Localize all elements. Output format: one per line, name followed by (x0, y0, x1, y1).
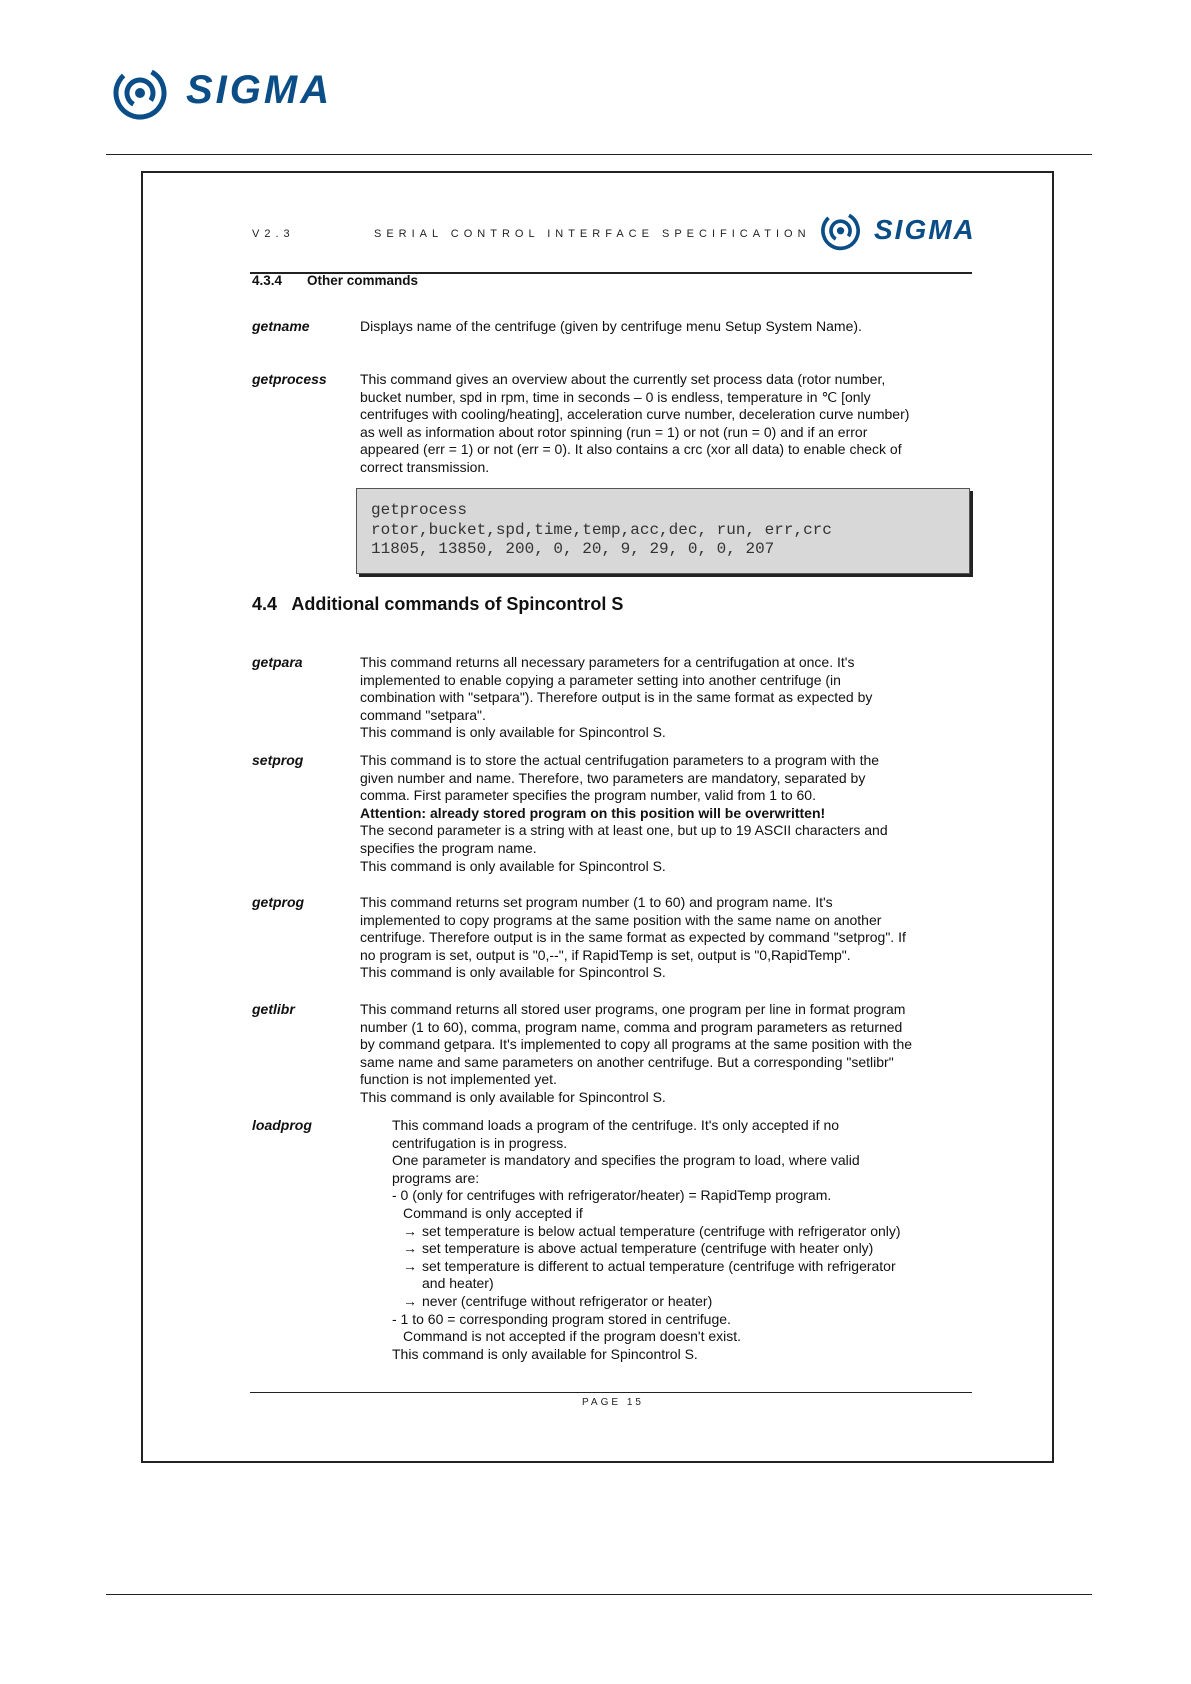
desc-line: bucket number, spd in rpm, time in seconds – 0 is endless, temperature in ℃ [only (360, 388, 871, 405)
getprocess-code-block (356, 488, 970, 574)
doc-header-logo (820, 208, 1020, 254)
arrow-item-continued: and heater) (422, 1275, 494, 1292)
cmd-getprog: getprog (252, 894, 305, 910)
desc-line: This command loads a program of the centrifuge. It's only accepted if no (392, 1117, 840, 1133)
desc-line: implemented to enable copying a parameter setting into another centrifuge (in (360, 671, 841, 688)
desc-line: function is not implemented yet. (360, 1071, 557, 1088)
arrow-icon: → (403, 1257, 417, 1274)
desc-line: This command is only available for Spincontrol S. (360, 964, 666, 981)
arrow-item-text: set temperature is different to actual temperature (centrifuge with refrigerator (422, 1257, 896, 1274)
desc-line: as well as information about rotor spinning (run = 1) or not (run = 0) and if an error (360, 423, 868, 440)
cmd-getlibr: getlibr (252, 1001, 295, 1017)
desc-line: given number and name. Therefore, two parameters are mandatory, separated by (360, 769, 866, 786)
desc-line: Command is only accepted if (403, 1204, 583, 1221)
sigma-emblem-icon (112, 62, 172, 122)
desc-line: by command getpara. It's implemented to copy all programs at the same position with the (360, 1036, 913, 1053)
attention-note: Attention: already stored program on this position will be overwritten! (360, 804, 826, 821)
desc-line: One parameter is mandatory and specifies the program to load, where valid (392, 1152, 860, 1169)
desc-line: correct transmission. (360, 458, 490, 475)
top-divider (106, 154, 1092, 155)
arrow-item (392, 1240, 982, 1258)
desc-setprog (360, 752, 970, 875)
desc-getpara (360, 654, 970, 742)
top-brand-logo (112, 60, 382, 124)
desc-line: combination with "setpara"). Therefore output is in the same format as expected by (360, 689, 873, 706)
desc-getprog (360, 894, 970, 982)
desc-line: implemented to copy programs at the same position with the same name on another (360, 911, 882, 928)
desc-line: comma. First parameter specifies the program number, valid from 1 to 60. (360, 787, 816, 804)
doc-version: V2.3 (252, 228, 295, 240)
cmd-loadprog: loadprog (252, 1117, 312, 1133)
desc-line: This command returns all necessary parameters for a centrifugation at once. It's (360, 654, 855, 670)
arrow-item (392, 1223, 982, 1241)
code-line: getprocess (371, 501, 468, 519)
page-number: PAGE 15 (582, 1397, 644, 1408)
desc-line: This command returns set program number (1 to 60) and program name. It's (360, 894, 833, 910)
desc-line: This command is only available for Spincontrol S. (360, 724, 666, 741)
desc-line: This command is to store the actual centrifugation parameters to a program with the (360, 752, 880, 768)
desc-line: This command returns all stored user programs, one program per line in format program (360, 1001, 906, 1017)
arrow-icon: → (403, 1222, 417, 1239)
doc-header-wordmark: SIGMA (874, 214, 976, 245)
desc-line: Displays name of the centrifuge (given by centrifuge menu Setup System Name). (360, 318, 862, 334)
desc-line: - 0 (only for centrifuges with refrigerator/heater) = RapidTemp program. (392, 1187, 832, 1204)
desc-line: Command is not accepted if the program doesn't exist. (403, 1328, 742, 1345)
cmd-getprocess: getprocess (252, 371, 327, 387)
desc-line: centrifuge. Therefore output is in the same format as expected by command "setprog". If (360, 929, 906, 946)
section-44-title: Additional commands of Spincontrol S (291, 594, 624, 614)
cmd-getname: getname (252, 318, 310, 334)
footer-divider (250, 1392, 972, 1393)
desc-line: appeared (err = 1) or not (err = 0). It also contains a crc (xor all data) to enable check of (360, 441, 902, 458)
arrow-item (392, 1258, 982, 1276)
desc-line: centrifugation is in progress. (392, 1134, 568, 1151)
cmd-getpara: getpara (252, 654, 303, 670)
section-44-heading (252, 594, 623, 615)
desc-line: centrifuges with cooling/heating], acceleration curve number, deceleration curve number) (360, 406, 910, 423)
desc-getname (360, 318, 970, 336)
desc-loadprog (392, 1117, 982, 1363)
desc-line: This command is only available for Spincontrol S. (392, 1345, 698, 1362)
arrow-item-text: set temperature is above actual temperature (centrifuge with heater only) (422, 1240, 874, 1257)
arrow-item (392, 1293, 982, 1311)
doc-title: SERIAL CONTROL INTERFACE SPECIFICATION (374, 228, 811, 240)
desc-getprocess (360, 371, 970, 477)
section-434-title: Other commands (307, 273, 419, 288)
top-brand-wordmark: SIGMA (186, 68, 333, 112)
sigma-emblem-small-icon (820, 208, 864, 252)
cmd-setprog: setprog (252, 752, 304, 768)
desc-line: same name and same parameters on another centrifuge. But a corresponding "setlibr" (360, 1053, 894, 1070)
desc-line: This command is only available for Spincontrol S. (360, 857, 666, 874)
desc-line: programs are: (392, 1169, 480, 1186)
desc-line: The second parameter is a string with at least one, but up to 19 ASCII characters and (360, 822, 888, 839)
desc-line: specifies the program name. (360, 839, 537, 856)
code-line: 11805, 13850, 200, 0, 20, 9, 29, 0, 0, 207 (371, 540, 775, 558)
arrow-item-text: never (centrifuge without refrigerator or heater) (422, 1292, 713, 1309)
desc-line: no program is set, output is "0,--", if RapidTemp is set, output is "0,RapidTemp". (360, 946, 851, 963)
section-44-number: 4.4 (252, 594, 278, 614)
code-line: rotor,bucket,spd,time,temp,acc,dec, run, err,crc (371, 520, 832, 539)
desc-line: - 1 to 60 = corresponding program stored in centrifuge. (392, 1310, 731, 1327)
section-434-number: 4.3.4 (252, 273, 283, 288)
desc-line: command "setpara". (360, 706, 486, 723)
desc-line: number (1 to 60), comma, program name, comma and program parameters as returned (360, 1018, 903, 1035)
arrow-item-text: set temperature is below actual temperature (centrifuge with refrigerator only) (422, 1222, 901, 1239)
desc-line: This command is only available for Spincontrol S. (360, 1088, 666, 1105)
arrow-icon: → (403, 1240, 417, 1257)
arrow-icon: → (403, 1292, 417, 1309)
desc-line: This command gives an overview about the currently set process data (rotor number, (360, 371, 886, 387)
bottom-divider (106, 1594, 1092, 1595)
desc-getlibr (360, 1001, 980, 1107)
